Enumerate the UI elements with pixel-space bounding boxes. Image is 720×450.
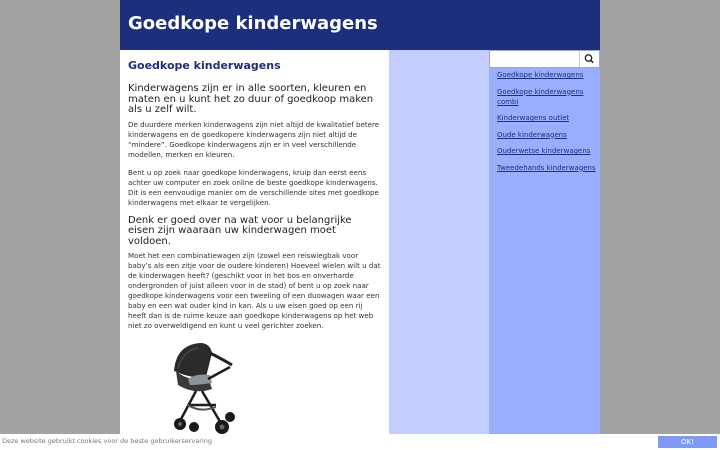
cookie-notice-text: Deze website gebruikt cookies voor de beste gebruikerservaring: [2, 437, 213, 445]
main-content: [120, 50, 389, 450]
search-button[interactable]: [579, 51, 599, 67]
stroller-image: [166, 339, 246, 439]
cookie-accept-button[interactable]: OK!: [658, 436, 717, 448]
sidebar: [489, 50, 600, 450]
section-heading-1: Kinderwagens zijn er in alle soorten, kleuren en maten en u kunt het zo duur of goedkoop maken als u zelf wilt.: [128, 83, 374, 115]
page-container: [120, 0, 600, 450]
section-heading-2: Denk er goed over na wat voor u belangrijke eisen zijn waaraan uw kinderwagen moet voldoen.: [128, 214, 352, 247]
search-input[interactable]: [490, 51, 580, 67]
sidebar-item-oude-kinderwagens[interactable]: Oude kinderwagens: [497, 130, 567, 139]
cookie-bar: [0, 434, 720, 450]
site-header: [120, 0, 600, 50]
decorative-strip: [389, 50, 489, 450]
sidebar-nav: [497, 70, 597, 179]
search-icon: [580, 51, 599, 67]
paragraph-1: De duurdere merken kinderwagens zijn niet altijd de kwalitatief betere kinderwagens en de goedkopere kinderwagens zijn niet altijd de “mindere”. Goedkope kinderwagens zijn er in veel verschillende modellen, merken en kleuren.: [128, 119, 380, 159]
paragraph-3: Moet het een combinatiewagen zijn (zowel een reiswiegbak voor baby’s als een zitje voor de oudere kinderen) Hoeveel wielen wilt u dat de kinderwagen heeft? (geschikt voor in het bos en onverharde ondergronden of juist alleen voor in de stad) of bent u op zoek naar goedkope kinderwagens voor een tweeling of een duowagen waar een baby en een wat ouder kind in kan. Als u uw eisen goed op een rij heeft dan is de ruime keuze aan goedkope kinderwagens op het web niet zo overweldigend en kunt u veel gerichter zoeken.: [128, 251, 381, 330]
paragraph-2: Bent u op zoek naar goedkope kinderwagens, kruip dan eerst eens achter uw computer en zoek online de beste goedkope kinderwagens. Dit is een eenvoudige manier om de verschillende sites met goedkope kinderwagens met elkaar te vergelijken.: [128, 167, 379, 207]
site-title[interactable]: Goedkope kinderwagens: [128, 13, 378, 34]
sidebar-item-kinderwagens-outlet[interactable]: Kinderwagens outlet: [497, 114, 570, 122]
sidebar-item-tweedehands-kinderwagens[interactable]: Tweedehands kinderwagens: [497, 163, 596, 172]
sidebar-item-goedkope-kinderwagens[interactable]: Goedkope kinderwagens: [497, 71, 584, 79]
sidebar-item-ouderwetse-kinderwagens[interactable]: Ouderwetse kinderwagens: [497, 147, 591, 155]
search-form: [489, 50, 600, 68]
page-title: Goedkope kinderwagens: [128, 59, 281, 72]
sidebar-item-goedkope-kinderwagens-combi[interactable]: Goedkope kinderwagens combi: [497, 87, 584, 106]
